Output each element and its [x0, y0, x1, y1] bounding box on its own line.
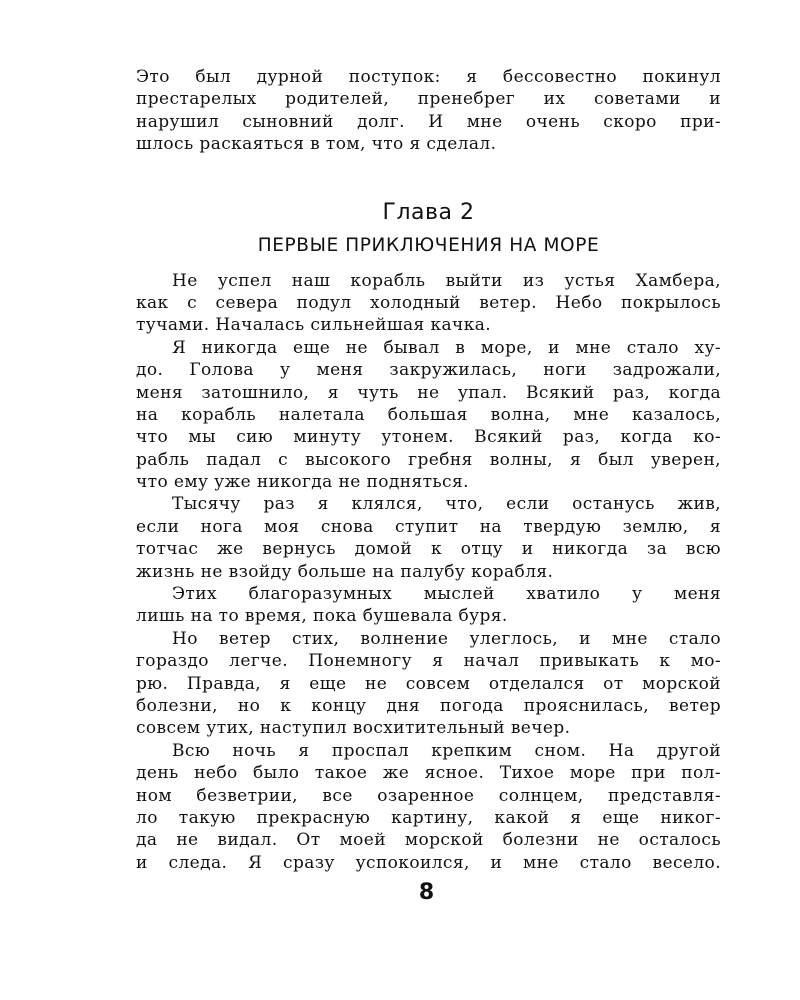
intro-paragraph: [136, 66, 721, 156]
paragraph-line: тучами. Началась сильнейшая качка.: [136, 315, 492, 336]
intro-line: престарелых родителей, пренебрег их советами и: [136, 89, 721, 110]
paragraph-line: жизнь не взойду больше на палубу корабля.: [136, 561, 554, 582]
paragraph-3: [136, 493, 721, 583]
paragraph-line: рабль падал с высокого гребня волны, я был уверен,: [136, 449, 721, 470]
paragraph-5: [136, 628, 721, 740]
chapter-subtitle: ПЕРВЫЕ ПРИКЛЮЧЕНИЯ НА МОРЕ: [257, 234, 600, 256]
paragraph-line: лишь на то время, пока бушевала буря.: [136, 606, 508, 627]
paragraph-6: [136, 740, 721, 874]
paragraph-line: Этих благоразумных мыслей хватило у меня: [172, 584, 721, 605]
paragraph-line: рю. Правда, я еще не совсем отделался от морской: [136, 673, 721, 694]
paragraph-line: да не видал. От моей морской болезни не осталось: [136, 830, 721, 851]
intro-line: нарушил сыновний долг. И мне очень скоро при-: [136, 111, 721, 132]
paragraph-line: что ему уже никогда не подняться.: [136, 472, 469, 493]
paragraph-line: Не успел наш корабль выйти из устья Хамбера,: [172, 270, 721, 291]
paragraph-line: Тысячу раз я клялся, что, если останусь жив,: [172, 494, 721, 515]
intro-line: Это был дурной поступок: я бессовестно покинул: [136, 67, 721, 87]
paragraph-line: на корабль налетала большая волна, мне казалось,: [136, 404, 721, 425]
paragraph-line: до. Голова у меня закружилась, ноги задрожали,: [136, 360, 721, 381]
intro-line: шлось раскаяться в том, что я сделал.: [136, 134, 497, 155]
paragraph-line: Я никогда еще не бывал в море, и мне стало ху-: [172, 337, 721, 358]
paragraph-1: [136, 270, 721, 337]
paragraph-line: что мы сию минуту утонем. Всякий раз, когда ко-: [136, 427, 721, 448]
book-page: [136, 66, 721, 874]
paragraph-line: Всю ночь я проспал крепким сном. На другой: [172, 740, 721, 761]
paragraph-line: как с севера подул холодный ветер. Небо покрылось: [136, 292, 721, 313]
paragraph-line: ло такую прекрасную картину, какой я еще никог-: [136, 807, 721, 828]
paragraph-line: гораздо легче. Понемногу я начал привыкать к мо-: [136, 651, 721, 672]
paragraph-2: [136, 337, 721, 494]
paragraph-line: болезни, но к концу дня погода прояснилась, ветер: [136, 695, 721, 716]
paragraph-line: совсем утих, наступил восхитительный вечер.: [136, 718, 571, 739]
paragraph-4: [136, 583, 721, 628]
paragraph-line: день небо было такое же ясное. Тихое море при пол-: [136, 763, 721, 784]
chapter-title: Глава 2: [382, 199, 475, 225]
paragraph-line: меня затошнило, я чуть не упал. Всякий раз, когда: [136, 382, 721, 403]
paragraph-line: если нога моя снова ступит на твердую землю, я: [136, 516, 721, 537]
page-number: 8: [418, 880, 435, 905]
paragraph-line: ном безветрии, все озаренное солнцем, представля-: [136, 785, 721, 806]
paragraph-line: тотчас же вернусь домой к отцу и никогда за всю: [136, 539, 721, 560]
paragraph-line: и следа. Я сразу успокоился, и мне стало весело.: [136, 852, 721, 873]
paragraph-line: Но ветер стих, волнение улеглось, и мне стало: [172, 628, 721, 649]
